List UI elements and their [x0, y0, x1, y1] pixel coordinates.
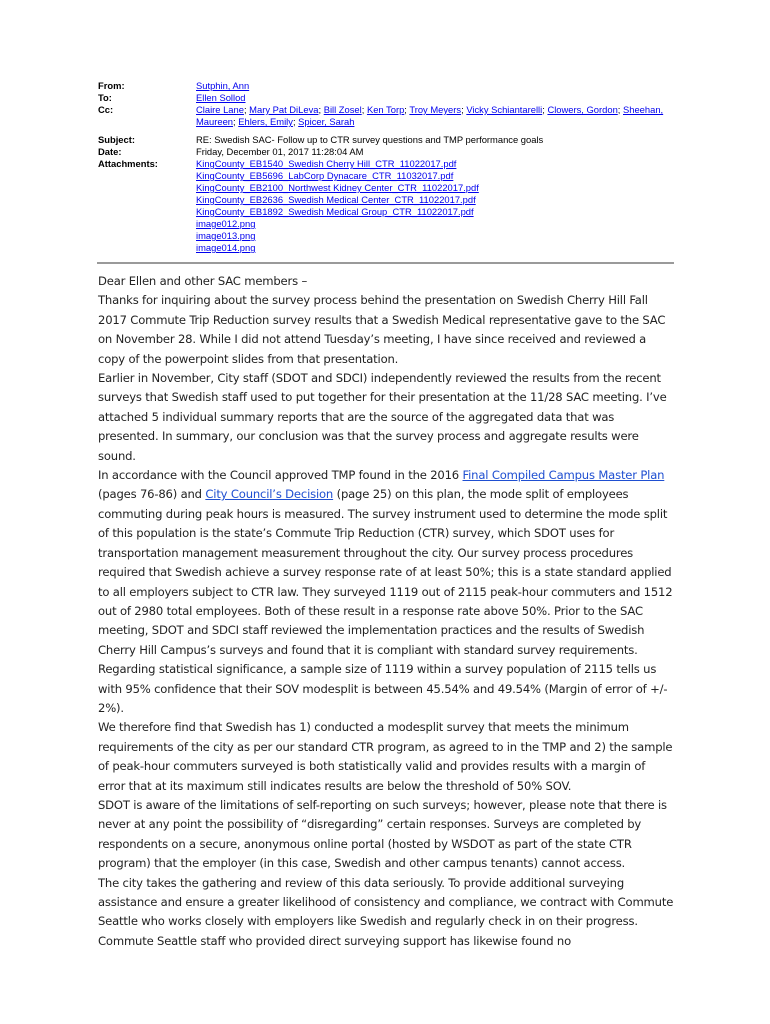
cc-link[interactable]: Ehlers, Emily: [238, 116, 293, 127]
paragraph: Earlier in November, City staff (SDOT and SDCI) independently reviewed the results from the recent surveys that Swedish staff used to put together for their presentation at the 11/28 SAC meeting. I’ve attached 5 individual summary reports that are the source of the aggregated data that was presented. In summary, our conclusion was that the survey process and aggregate results were sound.: [98, 371, 667, 463]
attachments-row: [98, 158, 674, 254]
header-divider: [97, 262, 674, 264]
subject-row: [98, 134, 674, 146]
date-value: Friday, December 01, 2017 11:28:04 AM: [196, 146, 364, 157]
cc-link[interactable]: Clowers, Gordon: [547, 104, 618, 115]
date-row: [98, 146, 674, 158]
to-link[interactable]: Ellen Sollod: [196, 92, 246, 103]
from-row: [98, 80, 674, 92]
paragraph: Regarding statistical significance, a sample size of 1119 within a survey population of 2115 tells us with 95% confidence that their SOV modesplit is between 45.54% and 49.54% (Margin of error of +/- 2%).: [98, 662, 668, 715]
attachments-list: [196, 158, 674, 254]
cc-link[interactable]: Vicky Schiantarelli: [466, 104, 543, 115]
email-header: [98, 80, 674, 254]
subject-value: RE: Swedish SAC- Follow up to CTR survey questions and TMP performance goals: [196, 134, 544, 145]
attachment-link[interactable]: KingCounty_EB1892_Swedish Medical Group_CTR_11022017.pdf: [196, 206, 474, 217]
attachment-link[interactable]: KingCounty_EB5696_LabCorp Dynacare_CTR_11032017.pdf: [196, 170, 454, 181]
subject-label: Subject:: [98, 134, 135, 145]
paragraph: The city takes the gathering and review of this data seriously. To provide additional surveying assistance and ensure a greater likelihood of consistency and compliance, we contract with Commute Seattle who works closely with employers like Swedish and regularly check in on their progress. Commute Seattle staff who provided direct surveying support has likewise found no: [98, 875, 674, 948]
email-body: [98, 272, 674, 951]
council-decision-link[interactable]: City Council’s Decision: [205, 487, 334, 502]
cc-link[interactable]: Mary Pat DiLeva: [249, 104, 319, 115]
cc-link[interactable]: Ken Torp: [366, 104, 405, 115]
paragraph: [98, 466, 674, 660]
from-link[interactable]: Sutphin, Ann: [196, 80, 250, 91]
paragraph-text: In accordance with the Council approved TMP found in the 2016: [98, 468, 463, 483]
cc-link[interactable]: Sheehan, Maureen: [196, 104, 664, 127]
greeting: Dear Ellen and other SAC members –: [98, 274, 308, 288]
paragraph: Thanks for inquiring about the survey process behind the presentation on Swedish Cherry Hill Fall 2017 Commute Trip Reduction survey results that a Swedish Medical representative gave to the SAC on November 28. While I did not attend Tuesday’s meeting, I have since received and reviewed a copy of the powerpoint slides from that presentation.: [98, 293, 666, 366]
to-row: [98, 92, 674, 104]
attachment-link[interactable]: image013.png: [196, 230, 256, 241]
cc-link[interactable]: Bill Zosel: [323, 104, 362, 115]
cc-link[interactable]: Spicer, Sarah: [298, 116, 355, 127]
from-label: From:: [98, 80, 125, 91]
date-label: Date:: [98, 146, 122, 157]
paragraph: SDOT is aware of the limitations of self-reporting on such surveys; however, please note that there is never at any point the possibility of “disregarding” certain responses. Surveys are completed by respondents on a secure, anonymous online portal (hosted by WSDOT as part of the state CTR program) that the employer (in this case, Swedish and other campus tenants) cannot access.: [98, 797, 667, 871]
attachments-label: Attachments:: [98, 158, 158, 169]
cc-row: [98, 104, 674, 128]
attachment-link[interactable]: image014.png: [196, 242, 256, 253]
cc-label: Cc:: [98, 104, 114, 115]
attachment-link[interactable]: KingCounty_EB2636_Swedish Medical Center_CTR_11022017.pdf: [196, 194, 476, 205]
attachment-link[interactable]: KingCounty_EB2100_Northwest Kidney Center_CTR_11022017.pdf: [196, 182, 479, 193]
paragraph-text: (pages 76-86) and: [98, 487, 206, 502]
cc-link[interactable]: Troy Meyers: [409, 104, 462, 115]
paragraph-text: (page 25) on this plan, the mode split of employees commuting during peak hours is measured. The survey instrument used to determine the mode split of this population is the state’s Commute Trip Reduction (CTR) survey, which SDOT uses for transportation management measurement throughout the city. Our survey process procedures required that Swedish achieve a survey response rate of at least 50%; this is a state standard applied to all employers subject to CTR law. They surveyed 1119 out of 2115 peak-hour commuters and 1512 out of 2980 total employees. Both of these result in a response rate above 50%. Prior to the SAC meeting, SDOT and SDCI staff reviewed the implementation practices and the results of Swedish Cherry Hill Campus’s surveys and found that it is compliant with standard survey requirements.: [98, 487, 673, 657]
attachment-link[interactable]: image012.png: [196, 218, 256, 229]
attachment-link[interactable]: KingCounty_EB1540_Swedish Cherry Hill_CTR_11022017.pdf: [196, 158, 457, 169]
to-label: To:: [98, 92, 112, 103]
paragraph: We therefore find that Swedish has 1) conducted a modesplit survey that meets the minimum requirements of the city as per our standard CTR program, as agreed to in the TMP and 2) the sample of peak-hour commuters surveyed is both statistically valid and provides results with a margin of error that at its maximum still indicates results are below the threshold of 50% SOV.: [98, 720, 673, 793]
cc-list: Claire Lane; Mary Pat DiLeva; Bill Zosel; Ken Torp; Troy Meyers; Vicky Schiantarelli; Clowers, Gordon; Sheehan, Maureen; Ehlers, Emily; Spicer, Sarah: [196, 104, 664, 127]
campus-master-plan-link[interactable]: Final Compiled Campus Master Plan: [462, 468, 665, 483]
cc-link[interactable]: Claire Lane: [196, 104, 244, 115]
